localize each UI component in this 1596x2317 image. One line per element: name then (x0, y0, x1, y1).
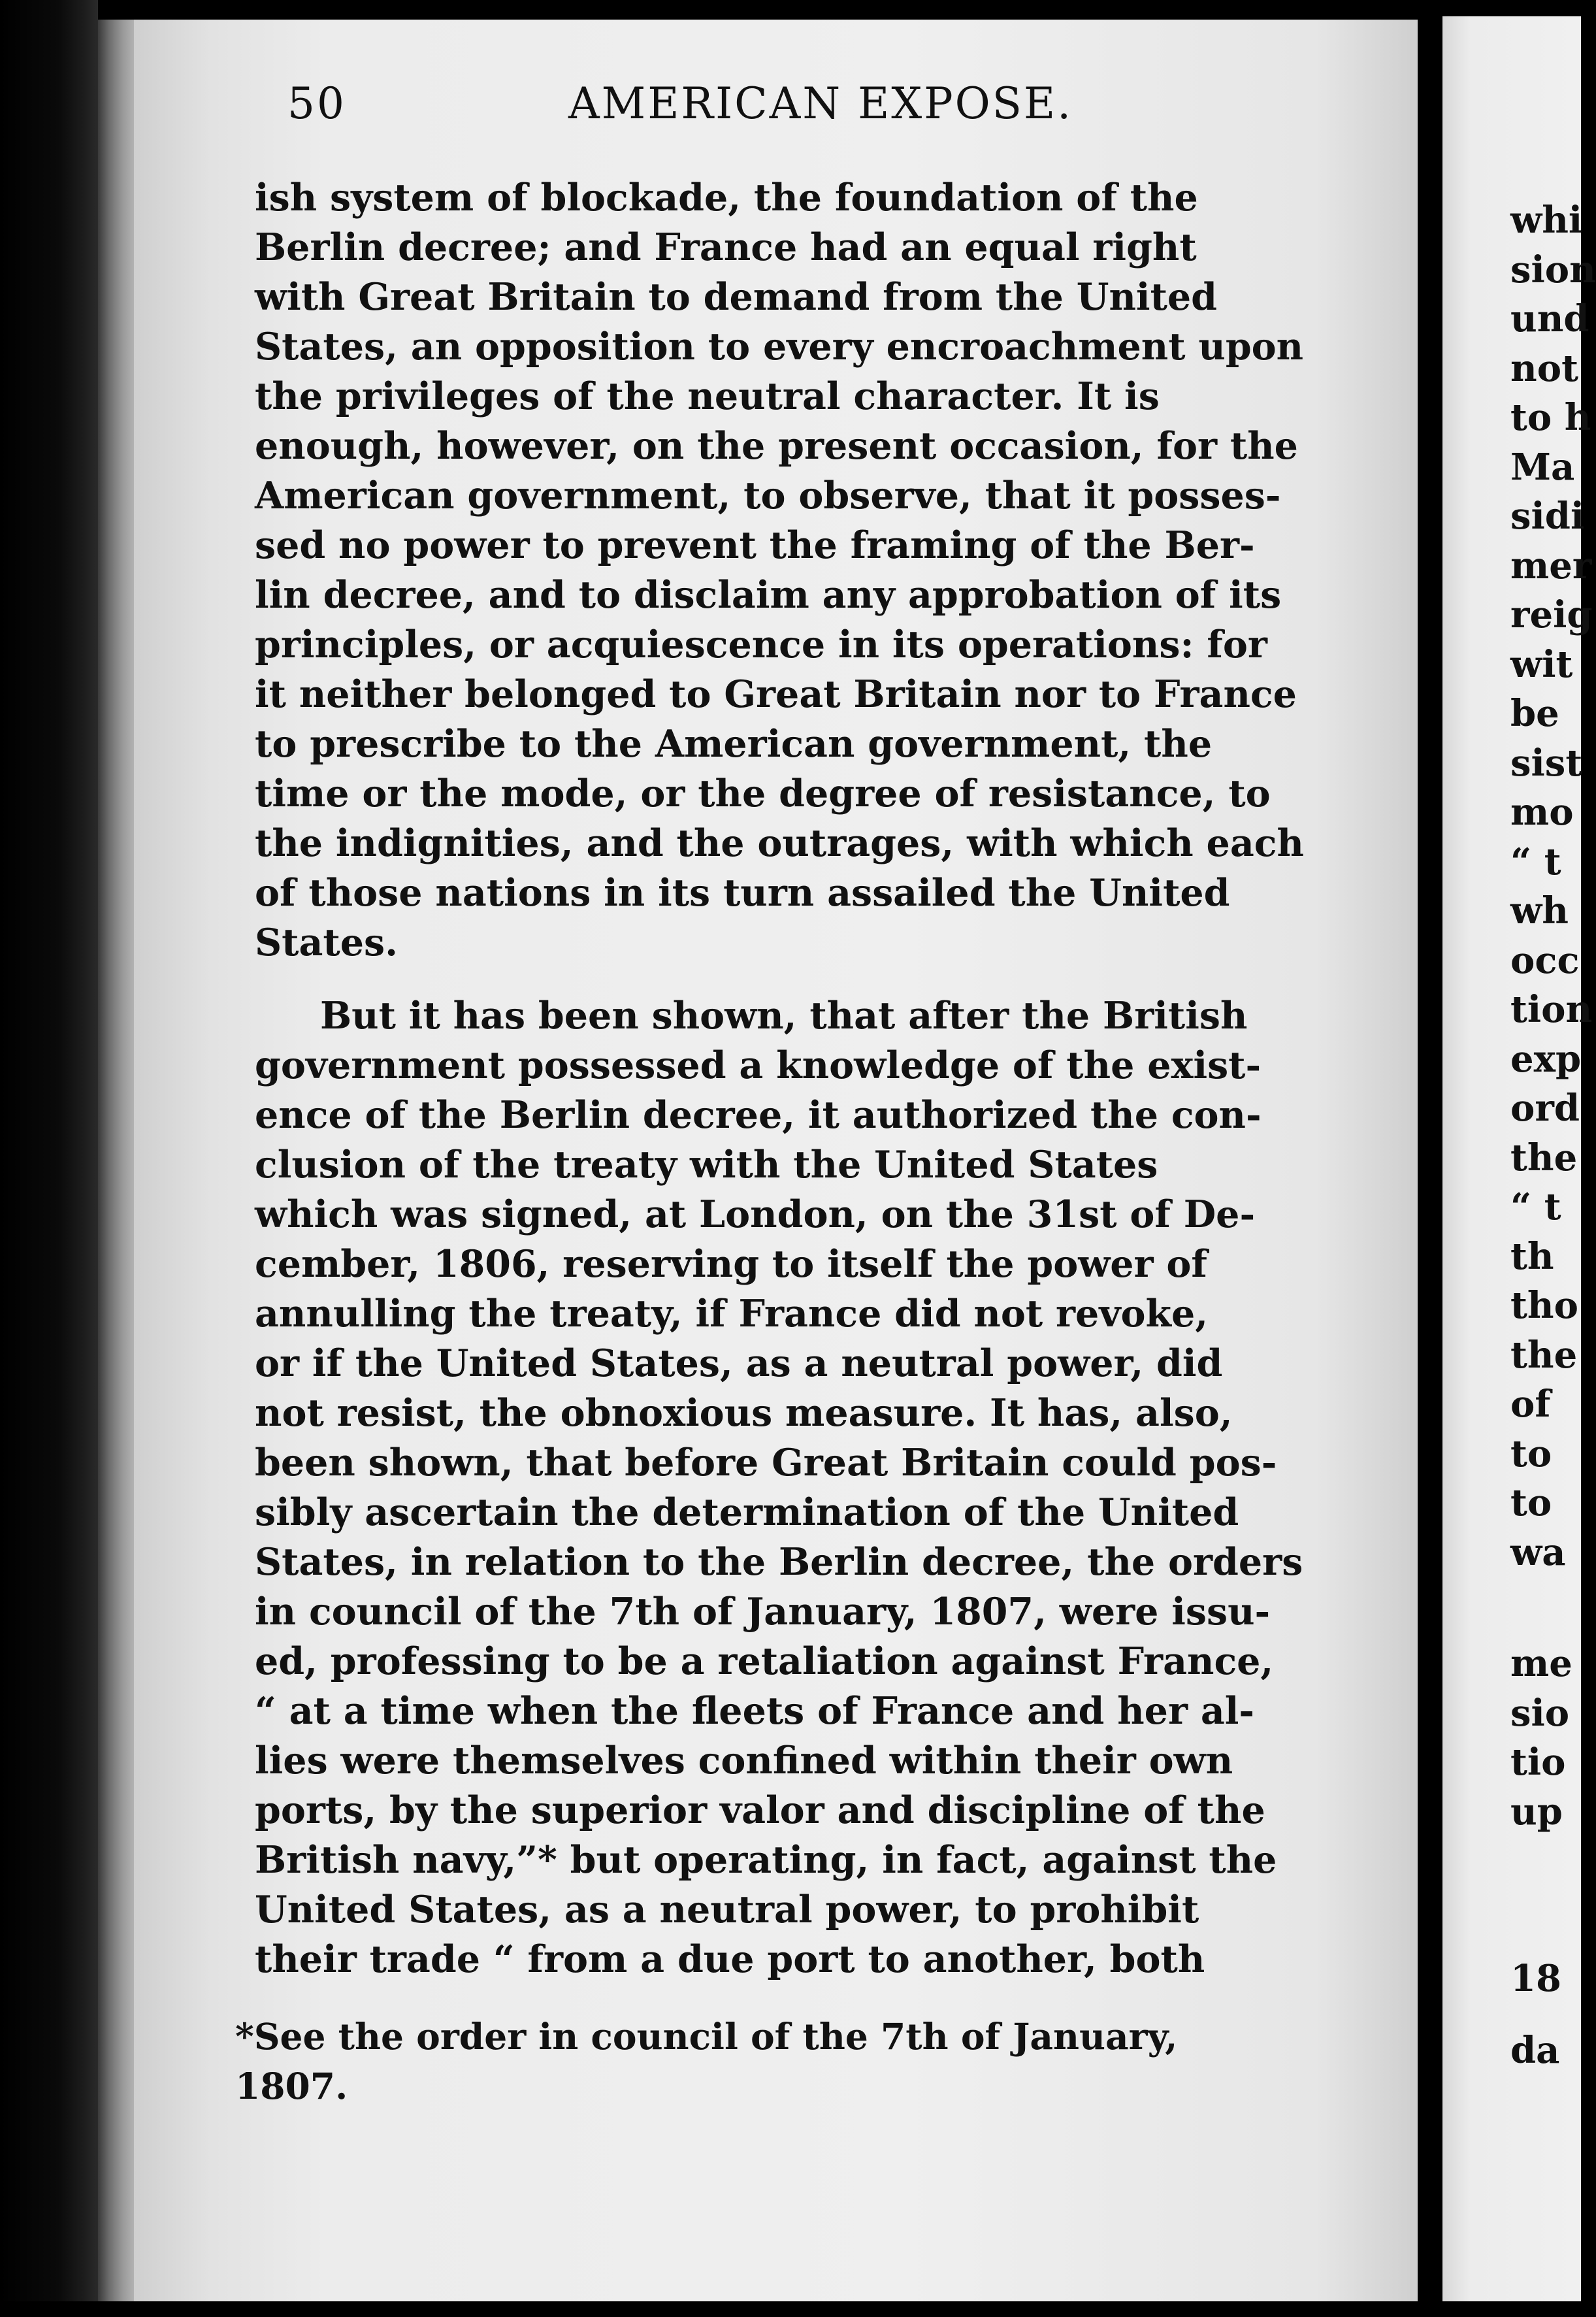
text-line: Berlin decree; and France had an equal right (255, 225, 1197, 269)
footnote (235, 2013, 1359, 2112)
text-line: enough, however, on the present occasion, for the (255, 424, 1298, 468)
right-page-fragment: sio (1510, 1691, 1570, 1735)
text-line: “ at a time when the fleets of France and her al- (255, 1689, 1255, 1733)
right-footnote-fragment: 18 (1510, 1957, 1561, 2000)
text-line: it neither belonged to Great Britain nor to France (255, 672, 1297, 716)
text-line: States, in relation to the Berlin decree, the orders (255, 1540, 1303, 1584)
text-line: time or the mode, or the degree of resistance, to (255, 772, 1271, 815)
text-line: their trade “ from a due port to another, both (255, 1937, 1205, 1981)
right-page-fragment: whi (1510, 199, 1583, 242)
right-page-fragment: tion (1510, 988, 1593, 1031)
text-line: or if the United States, as a neutral power, did (255, 1341, 1223, 1385)
paragraph-1 (255, 173, 1346, 968)
page-number: 50 (287, 78, 346, 129)
right-page-gap (1510, 1837, 1581, 1954)
right-page-fragment: und (1510, 297, 1589, 340)
right-page-fragment: the (1510, 1333, 1578, 1377)
text-line: United States, as a neutral power, to prohibit (255, 1888, 1199, 1931)
right-page-fragment: wa (1510, 1530, 1566, 1574)
running-head (287, 78, 1084, 137)
body-text (255, 173, 1346, 1984)
right-page-fragment: be (1510, 692, 1559, 735)
text-line: States. (255, 921, 398, 964)
text-line: which was signed, at London, on the 31st of De- (255, 1192, 1256, 1236)
right-page-fragments (1510, 196, 1596, 1577)
right-page-fragment: to (1510, 1481, 1552, 1524)
right-page-fragment: sidi (1510, 495, 1585, 538)
text-line: the privileges of the neutral character. It is (255, 374, 1160, 418)
text-line: ports, by the superior valor and discipline of the (255, 1788, 1265, 1832)
right-page-fragment: “ t (1510, 1185, 1561, 1228)
right-page-gap (1510, 1577, 1581, 1639)
right-page-fragment: occ (1510, 938, 1580, 982)
text-line: lies were themselves confined within their own (255, 1739, 1233, 1783)
text-line: sed no power to prevent the framing of the Ber- (255, 523, 1255, 567)
right-page-fragment: tio (1510, 1741, 1566, 1784)
right-page-fragment: wit (1510, 642, 1573, 686)
running-title: AMERICAN EXPOSE. (568, 78, 1073, 129)
right-page-fragment: to (1510, 1432, 1552, 1475)
text-line: clusion of the treaty with the United States (255, 1143, 1158, 1187)
text-line: American government, to observe, that it posses- (255, 474, 1281, 518)
text-line: lin decree, and to disclaim any approbation of its (255, 573, 1282, 617)
scan-bottom-edge (0, 2301, 1581, 2317)
scan-left-margin (0, 0, 98, 2317)
text-line: in council of the 7th of January, 1807, were issu- (255, 1590, 1271, 1634)
right-page-fragment: “ t (1510, 840, 1561, 883)
right-page-fragment: the (1510, 1136, 1578, 1179)
text-line: government possessed a knowledge of the exist- (255, 1043, 1262, 1087)
right-page-fragment: sist (1510, 741, 1583, 785)
right-page-fragment: up (1510, 1790, 1563, 1833)
right-page-fragment: th (1510, 1234, 1554, 1278)
right-page-fragment: of (1510, 1383, 1551, 1426)
paragraph-gap (255, 968, 1346, 991)
right-page-fragment: to h (1510, 396, 1591, 439)
right-page-fragments-2 (1510, 1639, 1581, 1837)
text-line: ed, professing to be a retaliation against France, (255, 1639, 1274, 1683)
right-page-fragment: exp (1510, 1037, 1582, 1081)
text-line: not resist, the obnoxious measure. It has, also, (255, 1391, 1233, 1435)
text-line: with Great Britain to demand from the United (255, 275, 1218, 319)
right-page-fragment: tho (1510, 1284, 1578, 1327)
right-page-fragment: sion (1510, 248, 1596, 291)
footnote-line: *See the order in council of the 7th of January, (235, 2015, 1178, 2058)
text-line: the indignities, and the outrages, with which each (255, 821, 1304, 865)
text-line: been shown, that before Great Britain could pos- (255, 1441, 1277, 1485)
right-page-fragment: reig (1510, 593, 1593, 636)
text-line: British navy,”* but operating, in fact, against the (255, 1838, 1277, 1882)
text-line: sibly ascertain the determination of the United (255, 1490, 1239, 1534)
text-line: But it has been shown, that after the British (320, 994, 1248, 1038)
right-page-fragment: mo (1510, 791, 1574, 834)
right-page-fragment: mer (1510, 544, 1592, 587)
right-page-fragment: wh (1510, 889, 1569, 932)
right-page-fragment: Ma (1510, 445, 1575, 489)
paragraph-2 (255, 991, 1346, 1984)
text-line: to prescribe to the American government, the (255, 722, 1213, 766)
right-page-fragment: me (1510, 1642, 1572, 1685)
footnote-line: 1807. (235, 2065, 348, 2107)
right-page-text (1510, 196, 1596, 2076)
text-line: cember, 1806, reserving to itself the power of (255, 1242, 1207, 1286)
right-page-fragment: not (1510, 346, 1578, 390)
text-line: of those nations in its turn assailed the United (255, 871, 1230, 915)
text-line: ence of the Berlin decree, it authorized the con- (255, 1093, 1262, 1137)
text-line: annulling the treaty, if France did not revoke, (255, 1292, 1209, 1336)
right-footnote-fragment: da (1510, 2029, 1560, 2072)
text-line: principles, or acquiescence in its operations: for (255, 623, 1267, 666)
right-page-fragment: ord (1510, 1087, 1580, 1130)
text-line: States, an opposition to every encroachment upon (255, 325, 1304, 369)
page-gutter (1418, 0, 1442, 2317)
text-line: ish system of blockade, the foundation of the (255, 176, 1198, 220)
